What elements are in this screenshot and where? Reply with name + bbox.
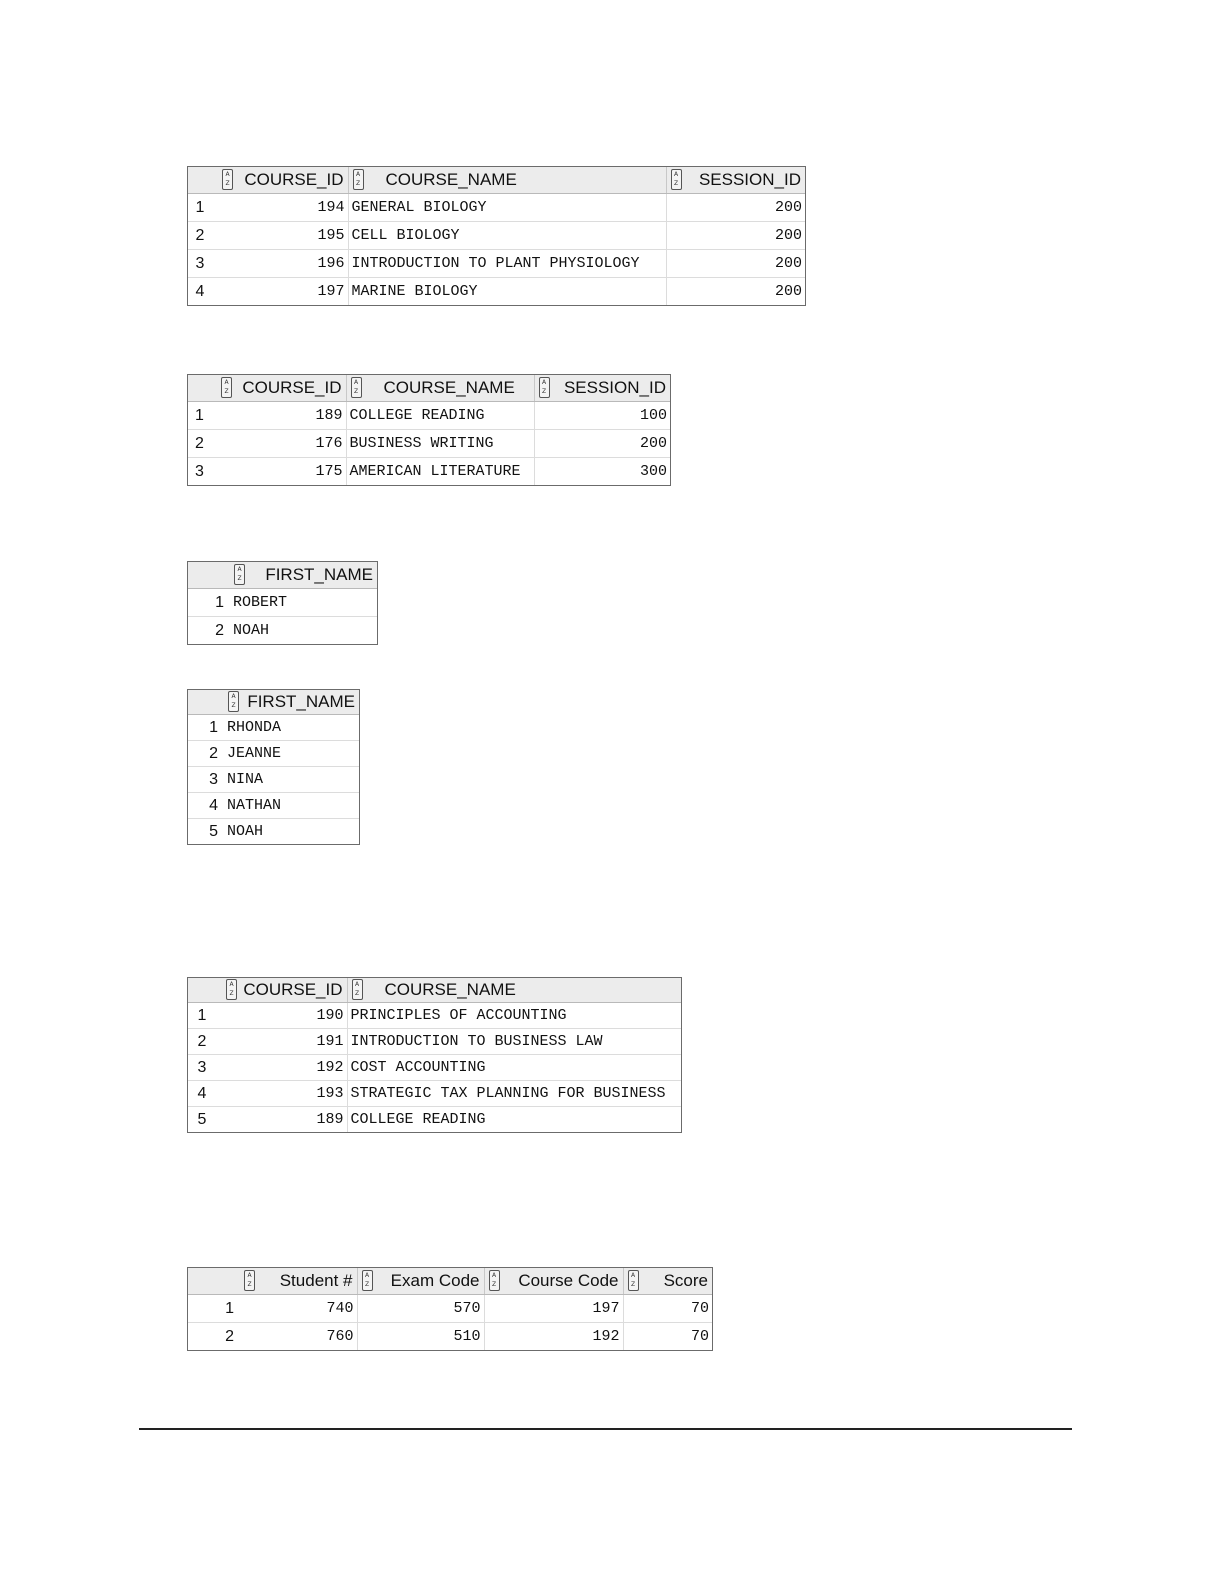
result-grid-3 <box>187 561 378 645</box>
cell[interactable]: 200 <box>534 430 670 458</box>
header-row <box>188 690 359 715</box>
cell[interactable]: 192 <box>222 1055 347 1081</box>
row-number-header <box>188 978 222 1003</box>
cell[interactable]: CELL BIOLOGY <box>348 222 666 250</box>
sort-az-icon[interactable]: A Z <box>362 1270 373 1291</box>
cell[interactable]: BUSINESS WRITING <box>346 430 534 458</box>
cell[interactable]: 300 <box>639 463 667 480</box>
cell[interactable]: 200 <box>666 222 805 250</box>
row-number: 1 <box>188 715 224 741</box>
cell[interactable]: 740 <box>240 1295 357 1323</box>
cell[interactable]: 200 <box>666 250 805 278</box>
sort-az-icon[interactable]: A Z <box>351 377 362 398</box>
cell[interactable]: 760 <box>240 1323 357 1351</box>
table-row[interactable] <box>188 278 805 306</box>
cell[interactable]: 191 <box>222 1029 347 1055</box>
table-row[interactable] <box>188 1081 681 1107</box>
row-number: 3 <box>188 250 218 278</box>
sort-az-icon[interactable]: A Z <box>353 169 364 190</box>
column-header[interactable]: A Z FIRST_NAME <box>230 562 377 589</box>
table-row[interactable] <box>188 793 359 819</box>
table-row[interactable] <box>188 250 805 278</box>
table-row[interactable] <box>188 715 359 741</box>
sort-az-icon[interactable]: A Z <box>352 979 363 1000</box>
column-header[interactable]: A Z Course Code <box>484 1268 623 1295</box>
table-row[interactable] <box>188 458 670 486</box>
cell[interactable]: PRINCIPLES OF ACCOUNTING <box>347 1003 681 1029</box>
table-row[interactable] <box>188 767 359 793</box>
header-row <box>188 167 805 194</box>
column-header[interactable]: A Z COURSE_NAME <box>348 167 666 194</box>
row-number-header <box>188 167 218 194</box>
row-number: 2 <box>188 741 224 767</box>
sort-az-icon[interactable]: A Z <box>539 377 550 398</box>
header-row <box>188 562 377 589</box>
row-number: 3 <box>188 1055 222 1081</box>
sort-az-icon[interactable]: A Z <box>671 169 682 190</box>
row-number: 1 <box>188 402 217 430</box>
sort-az-icon[interactable]: A Z <box>221 377 232 398</box>
column-header[interactable]: A Z Exam Code <box>357 1268 484 1295</box>
row-number: 4 <box>188 793 224 819</box>
row-number: 4 <box>188 1081 222 1107</box>
cell[interactable]: COLLEGE READING <box>350 1111 486 1128</box>
cell[interactable]: AMERICAN LITERATURE <box>346 458 534 486</box>
cell[interactable]: 197 <box>484 1295 623 1323</box>
column-header[interactable]: A Z Score <box>623 1268 712 1295</box>
table-row[interactable] <box>188 1107 681 1133</box>
column-header[interactable]: A Z COURSE_ID <box>222 978 347 1003</box>
header-row <box>188 375 670 402</box>
cell[interactable]: STRATEGIC TAX PLANNING FOR BUSINESS <box>347 1081 681 1107</box>
sort-az-icon[interactable]: A Z <box>628 1270 639 1291</box>
cell[interactable]: 176 <box>217 430 346 458</box>
column-header[interactable]: A Z COURSE_ID <box>218 167 348 194</box>
column-header[interactable]: A Z COURSE_NAME <box>346 375 534 402</box>
cell[interactable]: 570 <box>357 1295 484 1323</box>
cell[interactable]: 200 <box>666 194 805 222</box>
header-row <box>188 1268 712 1295</box>
header-row <box>188 978 681 1003</box>
cell[interactable]: MARINE BIOLOGY <box>348 278 666 306</box>
sort-az-icon[interactable]: A Z <box>228 691 239 712</box>
table-row[interactable] <box>188 222 805 250</box>
table-row[interactable] <box>188 402 670 430</box>
row-number: 5 <box>197 1110 207 1128</box>
row-number: 2 <box>188 430 217 458</box>
table-row[interactable] <box>188 1029 681 1055</box>
row-number: 1 <box>188 589 230 617</box>
row-number-header <box>188 690 224 715</box>
table-row[interactable] <box>188 1055 681 1081</box>
table-row[interactable] <box>188 819 359 845</box>
result-grid-5 <box>187 977 682 1133</box>
cell[interactable]: NATHAN <box>224 793 359 819</box>
cell[interactable]: 70 <box>623 1295 712 1323</box>
cell[interactable]: NOAH <box>233 622 270 639</box>
cell[interactable]: NINA <box>224 767 359 793</box>
cell[interactable]: 190 <box>222 1003 347 1029</box>
table-row[interactable] <box>188 741 359 767</box>
table-row[interactable] <box>188 430 670 458</box>
table-row[interactable] <box>188 1323 712 1351</box>
row-number: 1 <box>188 1003 222 1029</box>
cell[interactable]: NOAH <box>227 823 264 840</box>
sort-az-icon[interactable]: A Z <box>244 1270 255 1291</box>
column-header[interactable]: A Z Student # <box>240 1268 357 1295</box>
result-grid-4 <box>187 689 360 845</box>
cell[interactable]: 510 <box>357 1323 484 1351</box>
row-number: 2 <box>188 222 218 250</box>
table-row[interactable] <box>188 617 377 645</box>
row-number: 2 <box>215 621 224 639</box>
sort-az-icon[interactable]: A Z <box>226 979 237 1000</box>
table-row[interactable] <box>188 1003 681 1029</box>
row-number: 3 <box>195 462 204 480</box>
column-header[interactable]: A Z SESSION_ID <box>534 375 670 402</box>
cell[interactable]: 193 <box>222 1081 347 1107</box>
row-number: 4 <box>195 282 205 300</box>
cell[interactable]: 70 <box>690 1328 709 1345</box>
cell[interactable]: 100 <box>534 402 670 430</box>
cell[interactable]: 195 <box>218 222 348 250</box>
table-row[interactable] <box>188 1295 712 1323</box>
cell[interactable]: 189 <box>222 1107 347 1133</box>
column-header[interactable]: A Z COURSE_ID <box>217 375 346 402</box>
cell[interactable]: 197 <box>218 278 348 306</box>
table-row[interactable] <box>188 589 377 617</box>
result-grid-2 <box>187 374 671 486</box>
column-header[interactable]: A Z COURSE_NAME <box>347 978 681 1003</box>
footer-divider <box>139 1428 1072 1430</box>
row-number: 3 <box>188 767 224 793</box>
row-number: 1 <box>188 194 218 222</box>
cell[interactable]: COLLEGE READING <box>346 402 534 430</box>
row-number-header <box>188 375 217 402</box>
cell[interactable]: INTRODUCTION TO PLANT PHYSIOLOGY <box>348 250 666 278</box>
sort-az-icon[interactable]: A Z <box>234 564 245 585</box>
cell[interactable]: COST ACCOUNTING <box>347 1055 681 1081</box>
column-header[interactable]: A Z SESSION_ID <box>666 167 805 194</box>
cell[interactable]: RHONDA <box>224 715 359 741</box>
result-grid-1 <box>187 166 806 306</box>
row-number-header <box>188 562 230 589</box>
sort-az-icon[interactable]: A Z <box>489 1270 500 1291</box>
cell[interactable]: 200 <box>774 283 802 300</box>
sort-az-icon[interactable]: A Z <box>222 169 233 190</box>
row-number: 2 <box>188 1029 222 1055</box>
cell[interactable]: 194 <box>218 194 348 222</box>
table-row[interactable] <box>188 194 805 222</box>
cell[interactable]: ROBERT <box>230 589 377 617</box>
cell[interactable]: GENERAL BIOLOGY <box>348 194 666 222</box>
result-grid-6 <box>187 1267 713 1351</box>
cell[interactable]: 192 <box>484 1323 623 1351</box>
row-number: 5 <box>209 822 218 840</box>
cell[interactable]: 175 <box>217 458 346 486</box>
column-header[interactable]: A Z FIRST_NAME <box>224 690 359 715</box>
cell[interactable]: JEANNE <box>224 741 359 767</box>
cell[interactable]: INTRODUCTION TO BUSINESS LAW <box>347 1029 681 1055</box>
row-number-header <box>188 1268 240 1295</box>
row-number: 2 <box>225 1327 234 1345</box>
cell[interactable]: 189 <box>217 402 346 430</box>
cell[interactable]: 196 <box>218 250 348 278</box>
row-number: 1 <box>188 1295 240 1323</box>
